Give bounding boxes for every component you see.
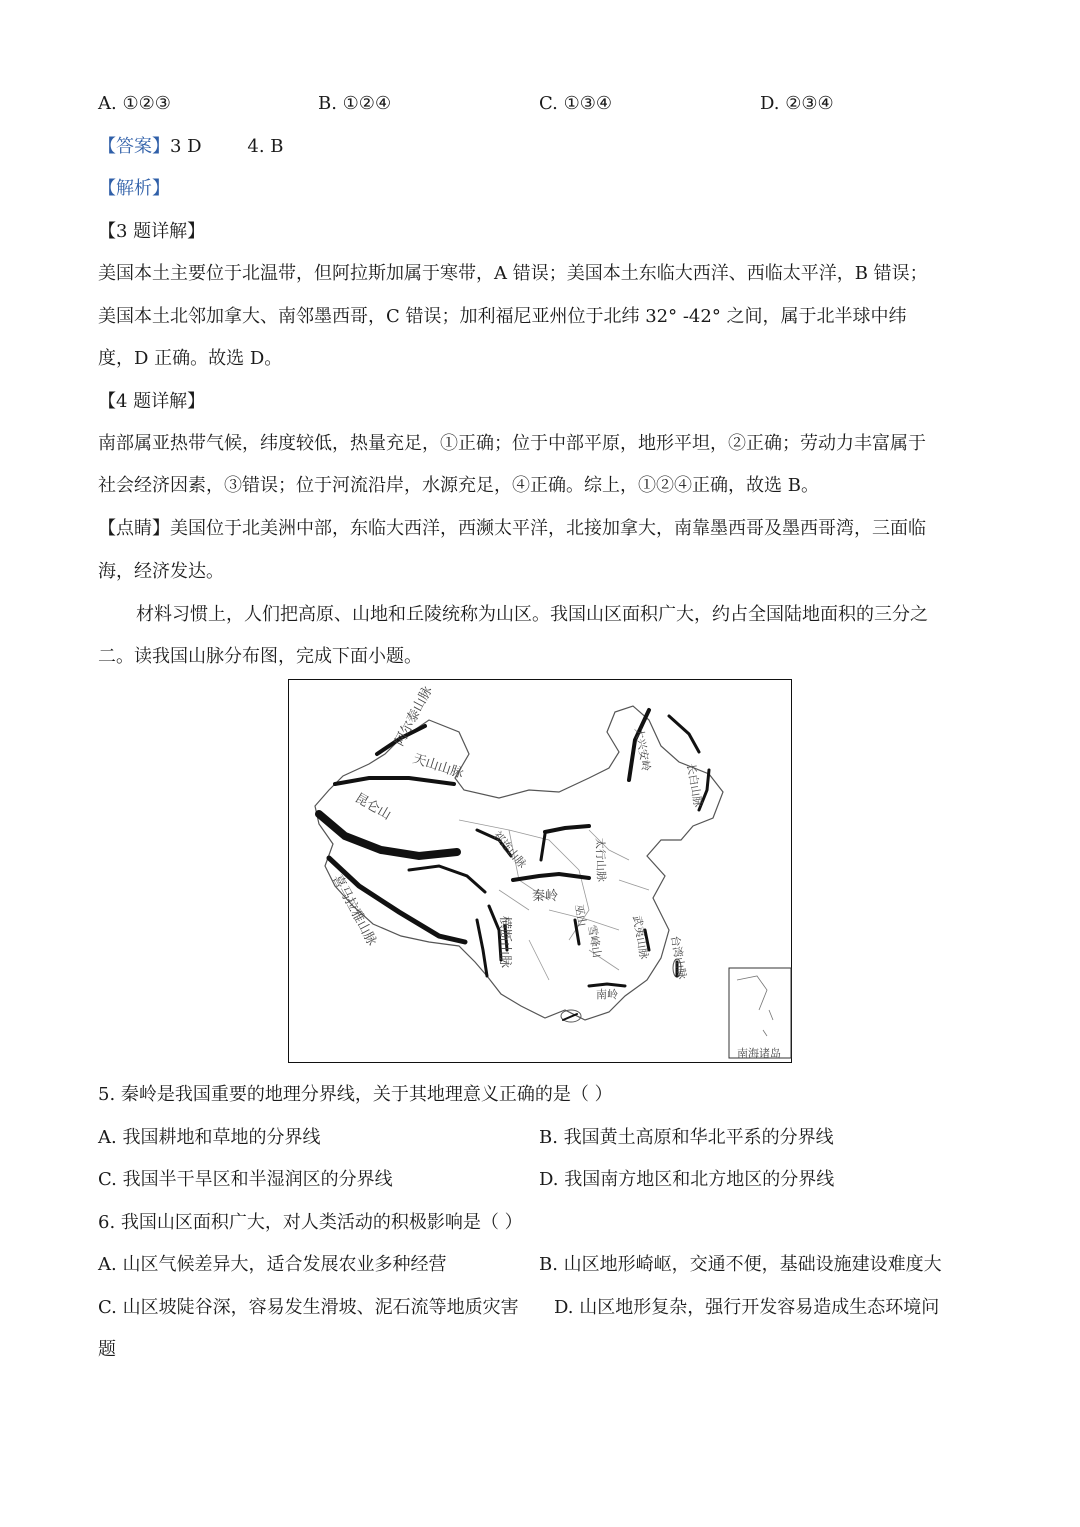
q3-detail-line-2: 美国本土北邻加拿大、南邻墨西哥，C 错误；加利福尼亚州位于北纬 32° -42° 之间，属于北半球中纬 — [98, 306, 907, 327]
answer-line — [98, 135, 284, 159]
q5-option-b: B. 我国黄土高原和华北平系的分界线 — [539, 1127, 834, 1148]
analysis-tag: 【解析】 — [98, 178, 170, 199]
q4-detail-line-2: 社会经济因素，③错误；位于河流沿岸，水源充足，④正确。综上，①②④正确，故选 B。 — [98, 475, 819, 496]
label-qilian: 祁连山脉 — [490, 828, 529, 871]
pointer-line-2: 海，经济发达。 — [98, 561, 224, 582]
option-c: C. ①③④ — [539, 93, 612, 114]
option-d: D. ②③④ — [760, 93, 834, 114]
q3-detail-line-1: 美国本土主要位于北温带，但阿拉斯加属于寒带，A 错误；美国本土东临大西洋、西临太平洋，B 错误； — [98, 263, 928, 284]
q5-stem: 5. 秦岭是我国重要的地理分界线，关于其地理意义正确的是（ ） — [98, 1084, 613, 1105]
label-nanling: 南岭 — [596, 988, 618, 1001]
label-wushan: 巫山 — [572, 903, 589, 928]
q5-option-a: A. 我国耕地和草地的分界线 — [98, 1127, 321, 1148]
label-taihang: 太行山脉 — [593, 837, 608, 883]
q6-option-d: D. 山区地形复杂，强行开发容易造成生态环境问 — [554, 1297, 940, 1318]
label-nanhai: 南海诸岛 — [737, 1047, 781, 1060]
option-b: B. ①②④ — [318, 93, 392, 114]
q6-option-d-continued: 题 — [98, 1339, 116, 1360]
pointer-text: 美国位于北美洲中部，东临大西洋，西濒太平洋，北接加拿大，南靠墨西哥及墨西哥湾，三面临 — [170, 518, 926, 539]
label-hengduan: 横断山脉 — [497, 915, 512, 969]
q5-option-c: C. 我国半干旱区和半湿润区的分界线 — [98, 1169, 393, 1190]
pointer-line-1 — [98, 517, 926, 541]
answer-tag: 【答案】 — [98, 136, 170, 157]
label-himalaya: 喜马拉雅山脉 — [329, 872, 380, 949]
material-line-1: 材料习惯上，人们把高原、山地和丘陵统称为山区。我国山区面积广大，约占全国陆地面积的三分之 — [136, 604, 928, 625]
q3-detail-line-3: 度，D 正确。故选 D。 — [98, 348, 283, 369]
q4-detail-line-1: 南部属亚热带气候，纬度较低，热量充足，①正确；位于中部平原，地形平坦，②正确；劳动力丰富属于 — [98, 433, 926, 454]
q6-option-c: C. 山区坡陡谷深，容易发生滑坡、泥石流等地质灾害 — [98, 1297, 519, 1318]
q5-option-d: D. 我国南方地区和北方地区的分界线 — [539, 1169, 835, 1190]
label-taiwan: 台湾山脉 — [668, 934, 689, 981]
option-a: A. ①②③ — [98, 93, 171, 114]
label-tianshan: 天山山脉 — [411, 751, 466, 782]
pointer-tag: 【点睛】 — [98, 518, 170, 539]
label-changbai: 长白山脉 — [684, 762, 705, 809]
label-altai: 阿尔泰山脉 — [392, 684, 436, 749]
map-drawing — [289, 680, 793, 1064]
material-line-2: 二。读我国山脉分布图，完成下面小题。 — [98, 646, 422, 667]
china-mountain-map — [288, 679, 792, 1063]
q4-detail-head: 【4 题详解】 — [98, 391, 206, 412]
label-kunlun: 昆仑山 — [352, 790, 394, 824]
q3-detail-head: 【3 题详解】 — [98, 221, 206, 242]
label-qinling: 秦岭 — [531, 889, 559, 904]
label-xuefeng: 雪峰山 — [585, 924, 604, 959]
q6-stem: 6. 我国山区面积广大，对人类活动的积极影响是（ ） — [98, 1212, 523, 1233]
label-wuyi: 武夷山脉 — [630, 914, 651, 961]
q6-option-a: A. 山区气候差异大，适合发展农业多种经营 — [98, 1254, 447, 1275]
label-daxinganling: 大兴安岭 — [632, 726, 653, 773]
answer-text: 3 D 4. B — [170, 136, 284, 157]
q6-option-b: B. 山区地形崎岖，交通不便，基础设施建设难度大 — [539, 1254, 942, 1275]
